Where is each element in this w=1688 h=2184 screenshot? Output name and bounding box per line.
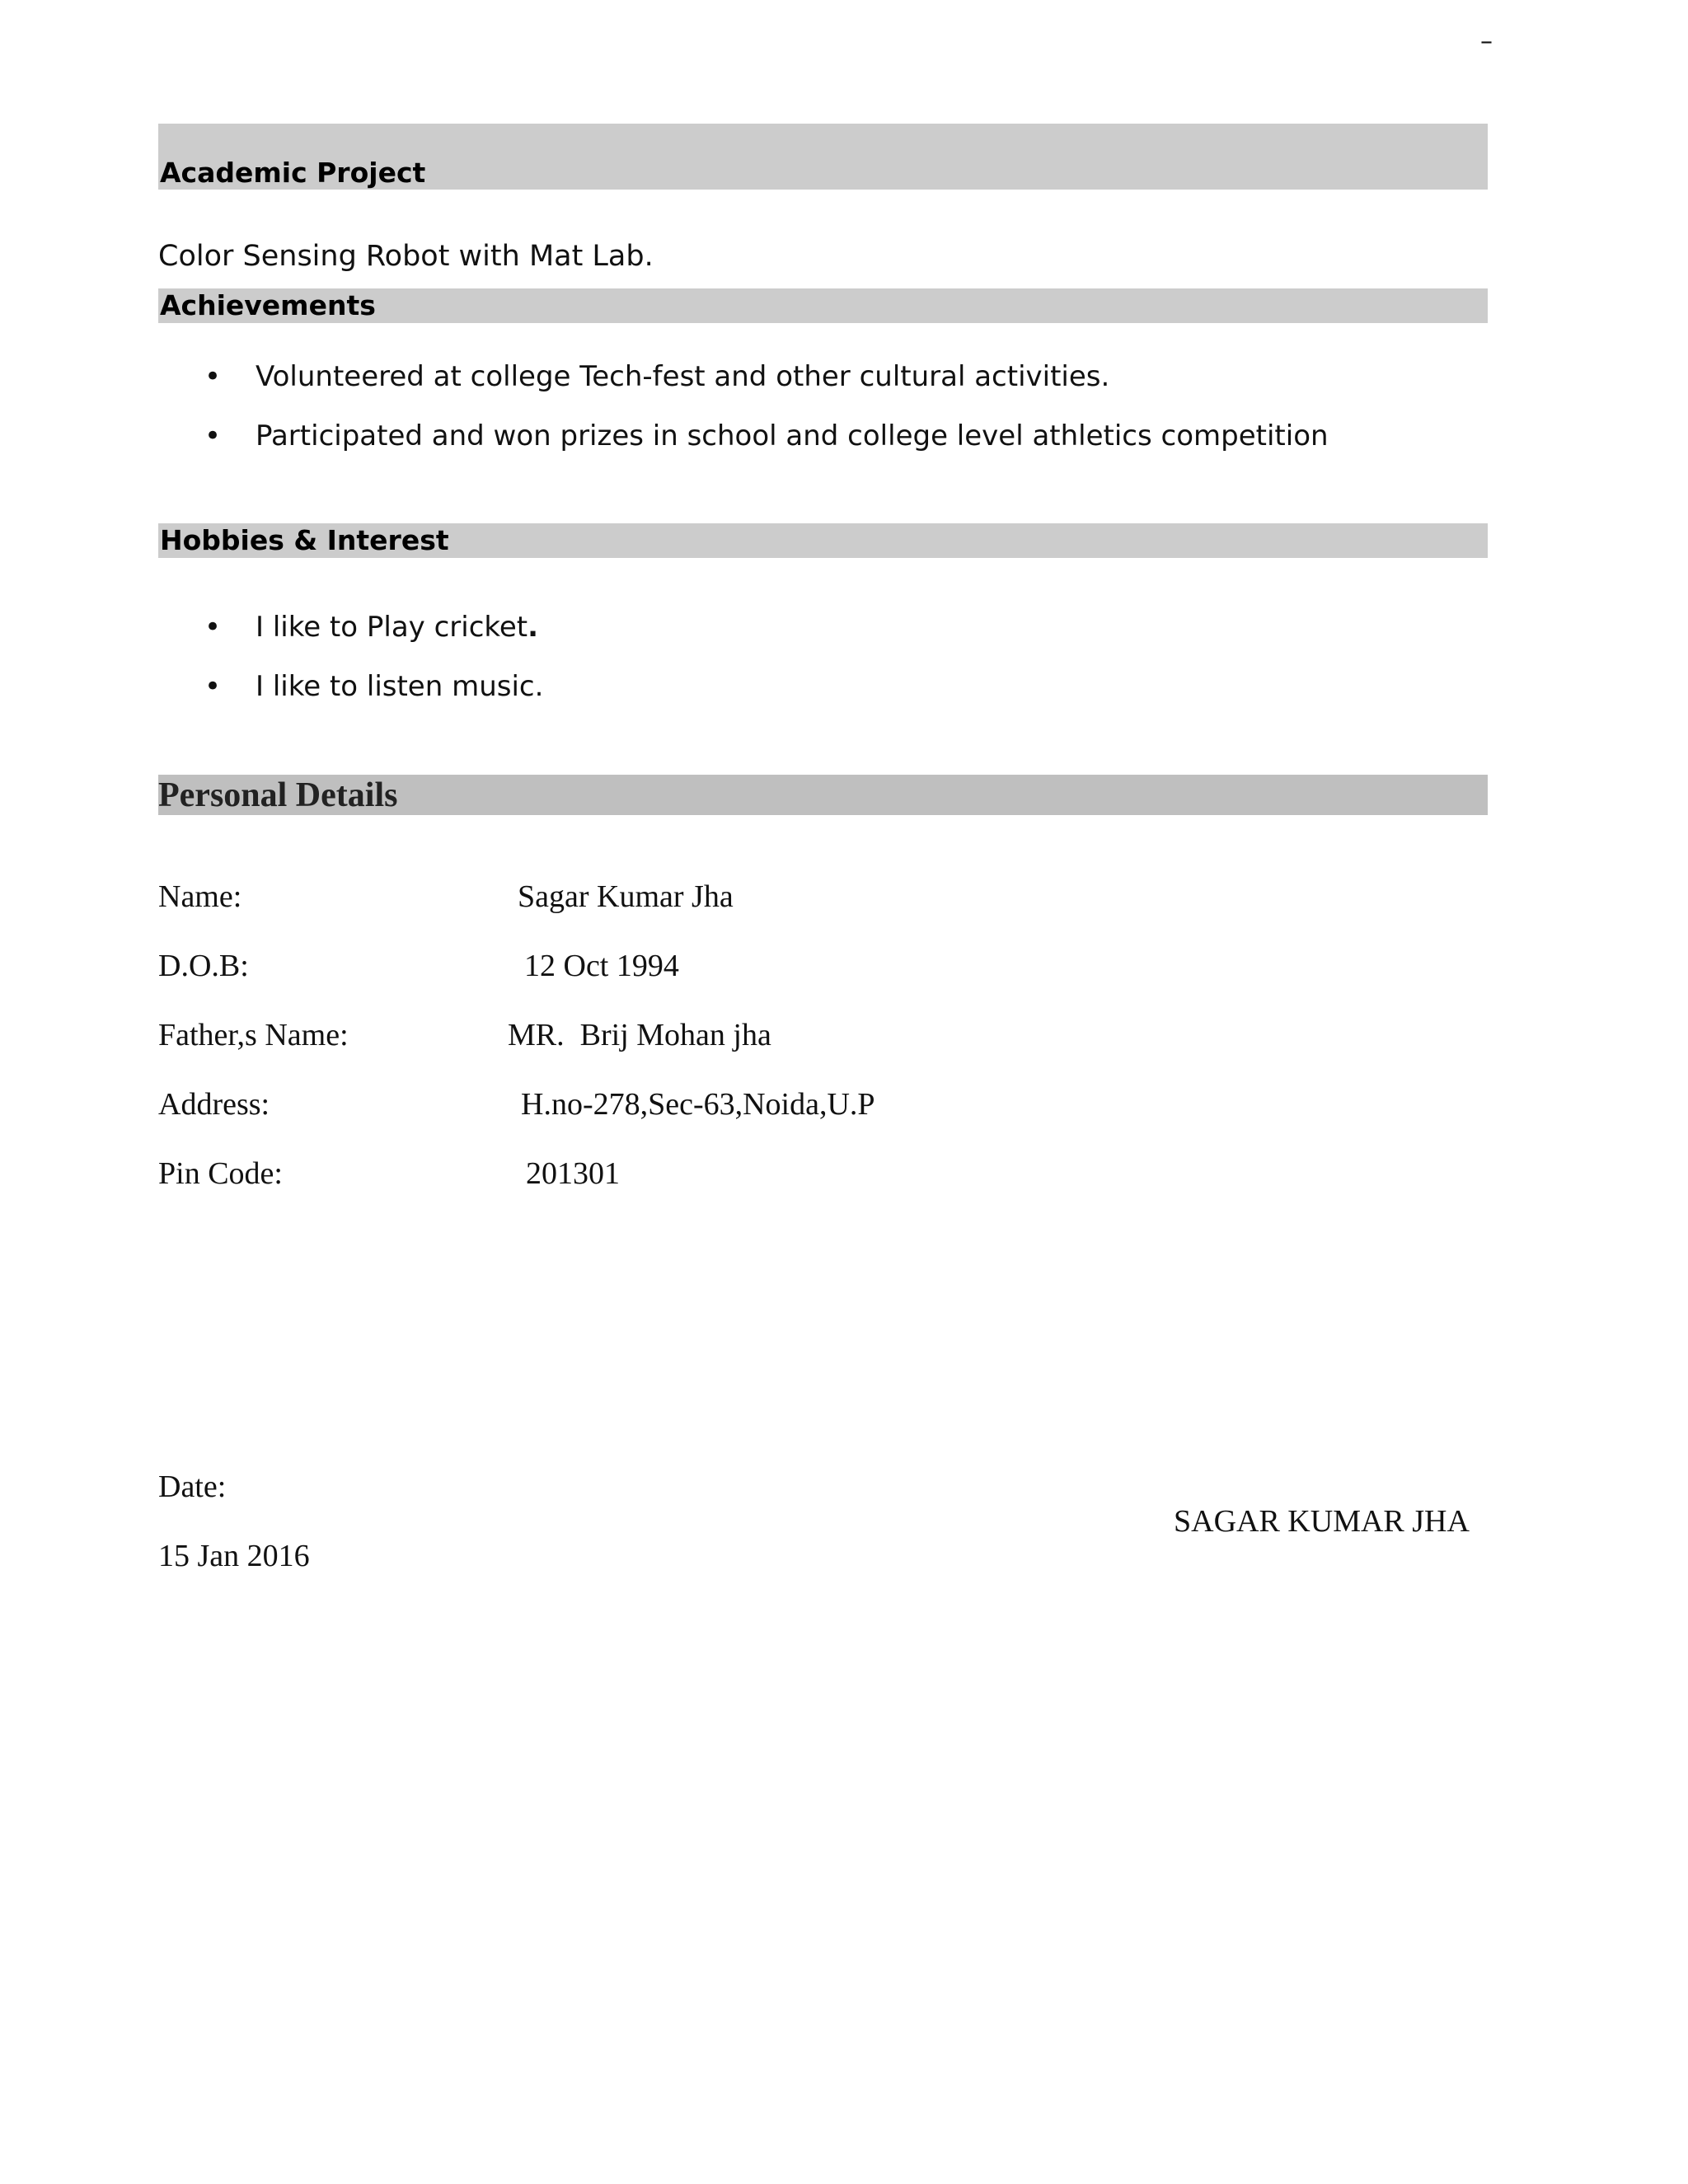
achievements-heading: Achievements bbox=[160, 289, 376, 321]
academic-project-heading: Academic Project bbox=[160, 157, 426, 189]
date-label: Date: bbox=[158, 1469, 227, 1504]
fathers-name-value: MR. Brij Mohan jha bbox=[508, 1018, 771, 1052]
page-marker: – bbox=[1480, 27, 1493, 56]
hobby-item: I like to listen music. bbox=[256, 670, 544, 703]
bullet-icon: • bbox=[204, 611, 222, 644]
bullet-icon: • bbox=[204, 360, 222, 393]
personal-details-heading: Personal Details bbox=[158, 776, 398, 814]
achievement-item: Participated and won prizes in school and college level athletics competition bbox=[256, 419, 1329, 452]
achievement-item: Volunteered at college Tech-fest and other cultural activities. bbox=[256, 360, 1110, 393]
date-value: 15 Jan 2016 bbox=[158, 1539, 310, 1573]
fathers-name-label: Father,s Name: bbox=[158, 1018, 349, 1052]
pin-code-label: Pin Code: bbox=[158, 1156, 283, 1191]
address-value: H.no-278,Sec-63,Noida,U.P bbox=[521, 1087, 875, 1122]
signature-name: SAGAR KUMAR JHA bbox=[1174, 1504, 1470, 1539]
dob-label: D.O.B: bbox=[158, 949, 249, 983]
dob-value: 12 Oct 1994 bbox=[524, 949, 679, 983]
pin-code-value: 201301 bbox=[526, 1156, 620, 1191]
hobby-item: I like to Play cricket. bbox=[256, 611, 539, 644]
hobbies-heading: Hobbies & Interest bbox=[160, 524, 449, 556]
name-label: Name: bbox=[158, 879, 242, 914]
bullet-icon: • bbox=[204, 419, 222, 452]
bullet-icon: • bbox=[204, 670, 222, 703]
address-label: Address: bbox=[158, 1087, 270, 1122]
name-value: Sagar Kumar Jha bbox=[518, 879, 734, 914]
academic-project-text: Color Sensing Robot with Mat Lab. bbox=[158, 240, 654, 273]
